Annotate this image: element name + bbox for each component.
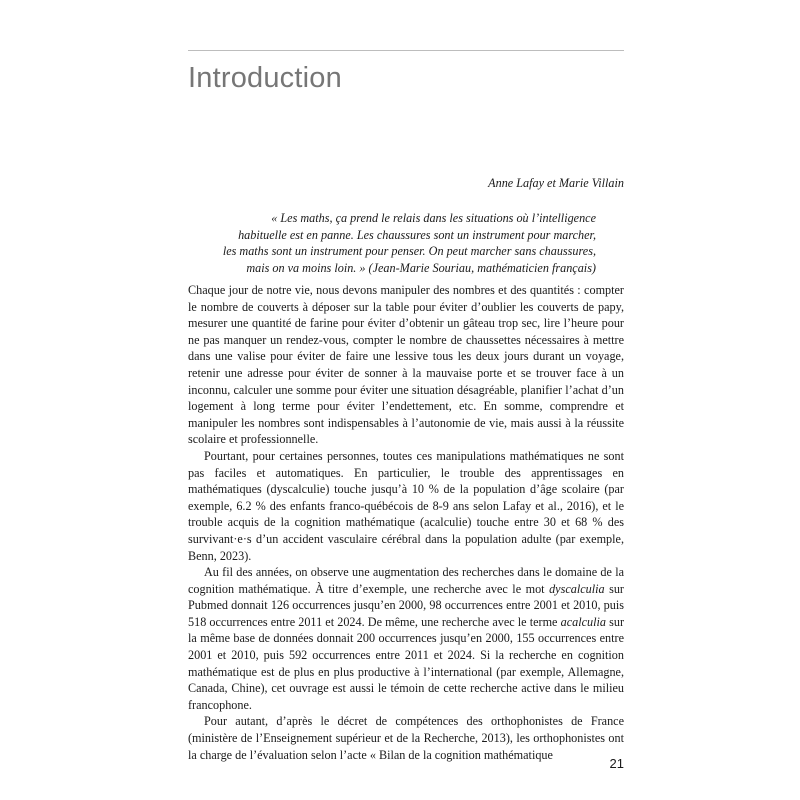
paragraph-2: Pourtant, pour certaines personnes, toutes ces manipulations mathématiques ne sont pas faciles et automatiques. En particulier, le trouble des apprentissages en mathématiques (dyscalculie) touche jusqu’à 10 % de la population d’âge scolaire (par exemple, 6.2 % des enfants franco-québécois de 8-9 ans selon Lafay et al., 2016), et le trouble acquis de la cognition mathématique (acalculie) touche entre 30 et 68 % des survivant·e·s d’un accident vasculaire cérébral dans la population adulte (par exemple, Benn, 2023). xyxy=(188,448,624,563)
paragraph-1: Chaque jour de notre vie, nous devons manipuler des nombres et des quantités : compter le nombre de couverts à déposer sur la table pour éviter d’oublier les couverts de papy, mesurer une quantité de farine pour éviter d’obtenir un gâteau trop sec, lire l’heure pour ne pas manquer un rendez-vous, compter le nombre de chaussettes nécessaires à mettre dans une valise pour éviter de faire une lessive tous les deux jours durant un voyage, retenir une adresse pour éviter de sonner à la mauvaise porte et se trouver face à un inconnu, calculer une somme pour éviter une situation désagréable, planifier l’achat d’un logement à long terme pour éviter l’endettement, etc. En somme, comprendre et manipuler les nombres sont indispensables à l’autonomie de vie, mais aussi à la réussite scolaire et professionnelle. xyxy=(188,283,624,447)
paragraph-3 xyxy=(188,564,624,713)
paragraph-3-part-b: sur Pubmed donnait 126 occurrences jusqu’en 2000, 98 occurrences entre 2001 et 2010, puis 518 occurrences entre 2011 et 2024. De même, une recherche avec le terme xyxy=(188,581,624,629)
epigraph-line: habituelle est en panne. Les chaussures sont un instrument pour marcher, xyxy=(238,227,596,242)
epigraph-line: les maths sont un instrument pour penser. On peut marcher sans chaussures, xyxy=(222,244,596,258)
epigraph-line: « Les maths, ça prend le relais dans les situations où l’intelligence xyxy=(271,211,596,225)
paragraph-4: Pour autant, d’après le décret de compétences des orthophonistes de France (ministère de l’Enseignement supérieur et de la Recherche, 2013), les orthophonistes ont la charge de l’évaluation selon l’acte « Bilan de la cognition mathématique xyxy=(188,714,624,762)
chapter-title: Introduction xyxy=(188,62,342,94)
term-acalculia: acalculia xyxy=(560,614,606,629)
body-text xyxy=(188,282,624,763)
epigraph-line: mais on va moins loin. » (Jean-Marie Souriau, mathématicien français) xyxy=(246,260,596,275)
term-dyscalculia: dyscalculia xyxy=(549,581,605,596)
header-rule xyxy=(188,50,624,51)
paragraph-3-part-c: sur la même base de données donnait 200 occurrences jusqu’en 2000, 155 occurrences entre 2001 et 2010, puis 592 occurrences entre 2011 et 2024. Si la recherche en cognition mathématique est de plus en plus productive à l’international (par exemple, Allemagne, Canada, Chine), cet ouvrage est aussi le témoin de cette recherche active dans le milieu francophone. xyxy=(188,614,625,712)
page-number: 21 xyxy=(609,756,624,771)
paragraph-3-part-a: Au fil des années, on observe une augmentation des recherches dans le domaine de la cognition mathématique. À titre d’exemple, une recherche avec le mot xyxy=(188,565,624,596)
chapter-authors: Anne Lafay et Marie Villain xyxy=(488,176,624,190)
epigraph-quote xyxy=(188,210,596,276)
